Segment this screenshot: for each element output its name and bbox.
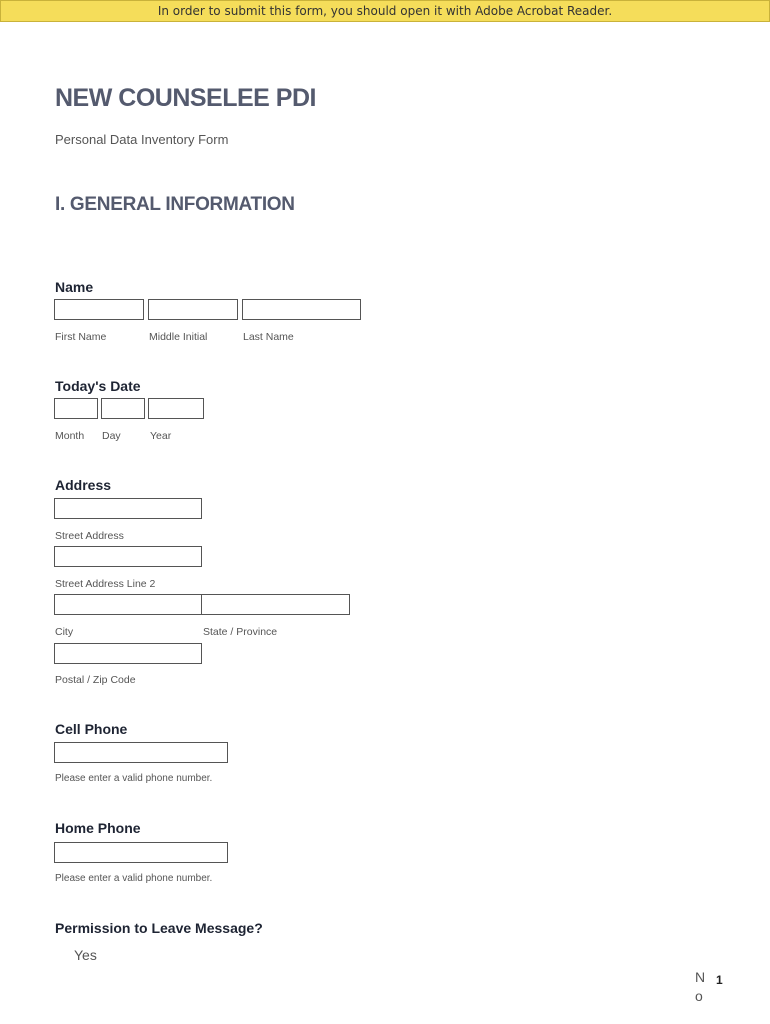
street-address-line2-field[interactable] xyxy=(54,546,202,567)
first-name-field[interactable] xyxy=(54,299,144,320)
form-subtitle: Personal Data Inventory Form xyxy=(55,132,229,147)
middle-initial-field[interactable] xyxy=(148,299,238,320)
cell-phone-label: Cell Phone xyxy=(55,721,128,737)
last-name-caption: Last Name xyxy=(243,331,294,343)
month-field[interactable] xyxy=(54,398,98,419)
name-label: Name xyxy=(55,279,94,295)
state-province-field[interactable] xyxy=(201,594,350,615)
cell-phone-hint: Please enter a valid phone number. xyxy=(55,773,213,784)
day-field[interactable] xyxy=(101,398,145,419)
todays-date-label: Today's Date xyxy=(55,378,141,394)
address-label: Address xyxy=(55,477,112,493)
year-caption: Year xyxy=(150,430,172,442)
month-caption: Month xyxy=(55,430,85,442)
permission-option-no-part2[interactable]: o xyxy=(695,988,703,1004)
street-address-field[interactable] xyxy=(54,498,202,519)
city-field[interactable] xyxy=(54,594,202,615)
permission-option-no-part1[interactable]: N xyxy=(695,969,706,985)
permission-label: Permission to Leave Message? xyxy=(55,920,263,936)
street-address-line2-caption: Street Address Line 2 xyxy=(55,578,156,590)
acrobat-notice-banner: In order to submit this form, you should open it with Adobe Acrobat Reader. xyxy=(0,0,770,22)
year-field[interactable] xyxy=(148,398,204,419)
cell-phone-field[interactable] xyxy=(54,742,228,763)
home-phone-field[interactable] xyxy=(54,842,228,863)
postal-code-caption: Postal / Zip Code xyxy=(55,674,136,686)
city-caption: City xyxy=(55,626,74,638)
section-title-general-information: I. GENERAL INFORMATION xyxy=(55,194,295,215)
postal-code-field[interactable] xyxy=(54,643,202,664)
home-phone-label: Home Phone xyxy=(55,820,141,836)
last-name-field[interactable] xyxy=(242,299,361,320)
day-caption: Day xyxy=(102,430,121,442)
state-province-caption: State / Province xyxy=(203,626,278,638)
page-number: 1 xyxy=(716,973,723,987)
permission-option-yes[interactable]: Yes xyxy=(74,947,97,963)
form-title: NEW COUNSELEE PDI xyxy=(55,84,316,112)
home-phone-hint: Please enter a valid phone number. xyxy=(55,873,213,884)
middle-initial-caption: Middle Initial xyxy=(149,331,208,343)
street-address-caption: Street Address xyxy=(55,530,124,542)
first-name-caption: First Name xyxy=(55,331,107,343)
